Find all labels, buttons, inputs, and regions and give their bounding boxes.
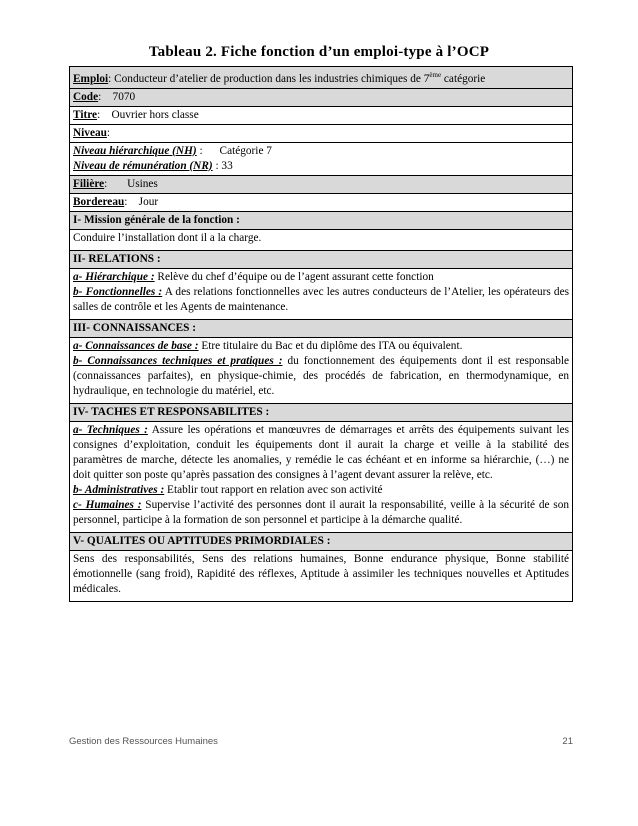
nh-value: : Catégorie 7 — [196, 144, 272, 157]
page-number: 21 — [562, 736, 573, 747]
emploi-label: Emploi — [73, 72, 109, 85]
nr-value: : 33 — [212, 159, 233, 172]
bordereau-label: Bordereau — [73, 195, 125, 208]
relations-a-text: Relève du chef d’équipe ou de l’agent assurant cette fonction — [154, 270, 434, 283]
row-nh-nr — [70, 142, 573, 175]
job-sheet-table — [69, 66, 573, 602]
row-s2-body — [70, 268, 573, 319]
titre-label: Titre — [73, 108, 98, 121]
row-s1-body — [70, 229, 573, 250]
taches-a-text: Assure les opérations et manœuvres de démarrages et arrêts des équipements suivant les consignes d’exploitation, conduit les équipements dont il aurait la charge et veille à la stabilité des paramètres de marche, détecte les anomalies, y remédie le cas échéant et en informe sa hiérarchie, (…) ne doit quitter son poste qu’après passation des consignes à l’agent devant assurer la relève, etc. — [73, 423, 570, 481]
row-s5-heading — [70, 532, 573, 550]
connaissances-b-label: b- Connaissances techniques et pratiques : — [73, 354, 283, 367]
row-niveau — [70, 124, 573, 142]
connaissances-a-label: a- Connaissances de base : — [73, 339, 199, 352]
row-s4-body — [70, 421, 573, 532]
row-filiere — [70, 175, 573, 193]
emploi-value: : Conducteur d’atelier de production dans les industries chimiques de 7 — [108, 72, 430, 85]
taches-a-label: a- Techniques : — [73, 423, 148, 436]
mission-heading: I- Mission générale de la fonction : — [70, 211, 573, 229]
row-s2-heading — [70, 250, 573, 268]
taches-c-label: c- Humaines : — [73, 498, 142, 511]
titre-value: : Ouvrier hors classe — [97, 108, 199, 121]
row-titre — [70, 106, 573, 124]
row-s1-heading — [70, 211, 573, 229]
relations-heading: II- RELATIONS : — [70, 250, 573, 268]
niveau-label: Niveau — [73, 126, 107, 139]
relations-b-label: b- Fonctionnelles : — [73, 285, 163, 298]
row-s4-heading — [70, 403, 573, 421]
connaissances-heading: III- CONNAISSANCES : — [70, 319, 573, 337]
emploi-sup: ème — [429, 71, 442, 79]
connaissances-a-text: Etre titulaire du Bac et du diplôme des ITA ou équivalent. — [198, 339, 463, 352]
relations-b-text: A des relations fonctionnelles avec les autres conducteurs de l’Atelier, les opérateurs des salles de contrôle et les Agents de maintenance. — [73, 285, 569, 313]
connaissances-b-text: du fonctionnement des équipements dont il est responsable (connaissances parfaites), en physique-chimie, des procédés de fabrication, en thermodynamique, en hydraulique, en technologie du matériel, etc. — [73, 354, 570, 397]
mission-text: Conduire l’installation dont il a la charge. — [70, 229, 573, 250]
footer-title: Gestion des Ressources Humaines — [69, 736, 218, 747]
row-emploi — [70, 67, 573, 89]
code-label: Code — [73, 90, 99, 103]
filiere-value: : Usines — [104, 177, 158, 190]
relations-a-label: a- Hiérarchique : — [73, 270, 155, 283]
taches-b-text: Etablir tout rapport en relation avec son activité — [164, 483, 383, 496]
page-footer — [69, 736, 573, 747]
taches-c-text: Supervise l’activité des personnes dont il aurait la responsabilité, veille à la sécurité de son personnel, participe à la formation de son personnel et participe à la démarche qualité. — [73, 498, 569, 526]
code-value: : 7070 — [98, 90, 136, 103]
nr-label: Niveau de rémunération (NR) — [73, 159, 213, 172]
taches-heading: IV- TACHES ET RESPONSABILITES : — [70, 403, 573, 421]
page-title: Tableau 2. Fiche fonction d’un emploi-type à l’OCP — [148, 44, 490, 60]
emploi-tail: catégorie — [441, 72, 486, 85]
niveau-value: : — [106, 126, 111, 139]
row-s3-body — [70, 337, 573, 403]
row-s5-body — [70, 550, 573, 601]
qualites-heading: V- QUALITES OU APTITUDES PRIMORDIALES : — [70, 532, 573, 550]
nh-label: Niveau hiérarchique (NH) — [73, 144, 197, 157]
bordereau-value: : Jour — [124, 195, 159, 208]
row-code — [70, 88, 573, 106]
qualites-text: Sens des responsabilités, Sens des relations humaines, Bonne endurance physique, Bonne stabilité émotionnelle (sang froid), Rapidité des réflexes, Aptitude à assimiler les techniques nouvelles et Aptitudes médicales. — [70, 550, 573, 601]
row-bordereau — [70, 193, 573, 211]
row-s3-heading — [70, 319, 573, 337]
taches-b-label: b- Administratives : — [73, 483, 165, 496]
filiere-label: Filière — [73, 177, 105, 190]
